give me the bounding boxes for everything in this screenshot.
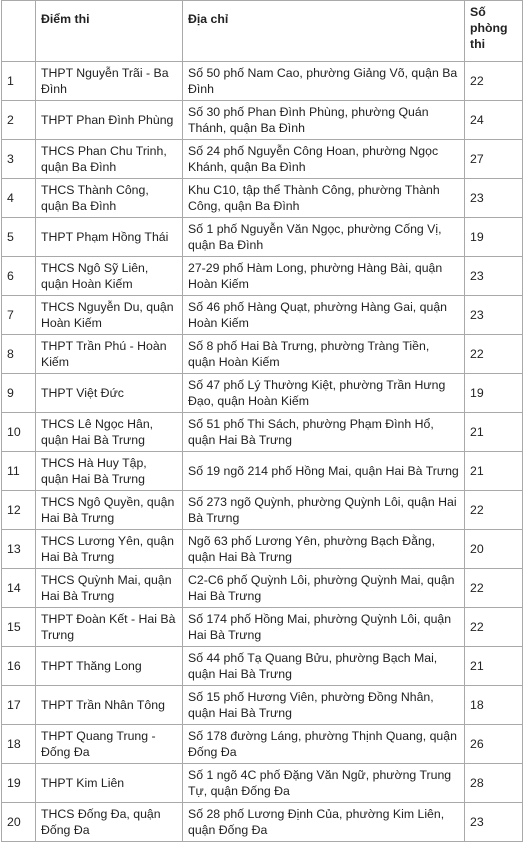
row-number: 7 <box>2 296 36 335</box>
row-number: 18 <box>2 725 36 764</box>
row-address: Số 1 ngõ 4C phố Đặng Văn Ngữ, phường Trung Tự, quận Đống Đa <box>183 764 465 803</box>
row-venue: THPT Đoàn Kết - Hai Bà Trưng <box>36 608 183 647</box>
table-row <box>2 452 523 491</box>
table-row <box>2 218 523 257</box>
row-rooms: 22 <box>465 569 523 608</box>
row-number: 6 <box>2 257 36 296</box>
row-rooms: 21 <box>465 647 523 686</box>
table-row <box>2 569 523 608</box>
row-venue: THCS Ngô Sỹ Liên, quận Hoàn Kiếm <box>36 257 183 296</box>
row-venue: THCS Thành Công, quận Ba Đình <box>36 179 183 218</box>
table-row <box>2 530 523 569</box>
row-number: 14 <box>2 569 36 608</box>
row-venue: THCS Lê Ngọc Hân, quận Hai Bà Trưng <box>36 413 183 452</box>
row-rooms: 18 <box>465 686 523 725</box>
row-venue: THPT Trần Nhân Tông <box>36 686 183 725</box>
table-body <box>2 62 523 842</box>
exam-venue-table <box>1 0 523 842</box>
table-row <box>2 140 523 179</box>
row-venue: THPT Quang Trung - Đống Đa <box>36 725 183 764</box>
row-address: Số 19 ngõ 214 phố Hồng Mai, quận Hai Bà Trưng <box>183 452 465 491</box>
table-row <box>2 725 523 764</box>
row-address: Số 44 phố Tạ Quang Bửu, phường Bạch Mai, quận Hai Bà Trưng <box>183 647 465 686</box>
row-address: Số 50 phố Nam Cao, phường Giảng Võ, quận Ba Đình <box>183 62 465 101</box>
row-number: 8 <box>2 335 36 374</box>
row-venue: THCS Quỳnh Mai, quận Hai Bà Trưng <box>36 569 183 608</box>
header-venue: Điểm thi <box>36 1 183 62</box>
row-number: 19 <box>2 764 36 803</box>
row-number: 15 <box>2 608 36 647</box>
row-rooms: 23 <box>465 803 523 842</box>
table-row <box>2 179 523 218</box>
row-address: Số 1 phố Nguyễn Văn Ngọc, phường Cống Vị, quận Ba Đình <box>183 218 465 257</box>
table-header-row <box>2 1 523 62</box>
table-row <box>2 803 523 842</box>
row-venue: THCS Phan Chu Trinh, quận Ba Đình <box>36 140 183 179</box>
row-rooms: 28 <box>465 764 523 803</box>
row-venue: THCS Đống Đa, quận Đống Đa <box>36 803 183 842</box>
row-rooms: 22 <box>465 62 523 101</box>
row-address: Số 24 phố Nguyễn Công Hoan, phường Ngọc Khánh, quận Ba Đình <box>183 140 465 179</box>
table-row <box>2 608 523 647</box>
table-row <box>2 764 523 803</box>
row-address: C2-C6 phố Quỳnh Lôi, phường Quỳnh Mai, quận Hai Bà Trưng <box>183 569 465 608</box>
row-rooms: 19 <box>465 374 523 413</box>
row-rooms: 24 <box>465 101 523 140</box>
row-venue: THPT Trần Phú - Hoàn Kiếm <box>36 335 183 374</box>
row-rooms: 22 <box>465 335 523 374</box>
row-rooms: 22 <box>465 608 523 647</box>
header-index <box>2 1 36 62</box>
row-address: Số 273 ngõ Quỳnh, phường Quỳnh Lôi, quận Hai Bà Trưng <box>183 491 465 530</box>
row-address: Số 47 phố Lý Thường Kiệt, phường Trần Hưng Đạo, quận Hoàn Kiếm <box>183 374 465 413</box>
row-number: 17 <box>2 686 36 725</box>
row-number: 2 <box>2 101 36 140</box>
row-address: Số 30 phố Phan Đình Phùng, phường Quán Thánh, quận Ba Đình <box>183 101 465 140</box>
row-address: Số 178 đường Láng, phường Thịnh Quang, quận Đống Đa <box>183 725 465 764</box>
table-row <box>2 686 523 725</box>
row-rooms: 19 <box>465 218 523 257</box>
row-address: Số 51 phố Thi Sách, phường Phạm Đình Hổ, quận Hai Bà Trưng <box>183 413 465 452</box>
row-number: 4 <box>2 179 36 218</box>
row-venue: THPT Phạm Hồng Thái <box>36 218 183 257</box>
header-rooms: Số phòng thi <box>465 1 523 62</box>
row-rooms: 20 <box>465 530 523 569</box>
row-rooms: 23 <box>465 179 523 218</box>
row-rooms: 23 <box>465 296 523 335</box>
row-address: Số 28 phố Lương Định Của, phường Kim Liên, quận Đống Đa <box>183 803 465 842</box>
row-number: 11 <box>2 452 36 491</box>
row-venue: THPT Việt Đức <box>36 374 183 413</box>
row-number: 16 <box>2 647 36 686</box>
table-row <box>2 101 523 140</box>
table-row <box>2 413 523 452</box>
row-address: Khu C10, tập thể Thành Công, phường Thành Công, quận Ba Đình <box>183 179 465 218</box>
row-number: 3 <box>2 140 36 179</box>
row-address: 27-29 phố Hàm Long, phường Hàng Bài, quận Hoàn Kiếm <box>183 257 465 296</box>
row-number: 13 <box>2 530 36 569</box>
table-row <box>2 62 523 101</box>
row-address: Số 8 phố Hai Bà Trưng, phường Tràng Tiền, quận Hoàn Kiếm <box>183 335 465 374</box>
row-rooms: 27 <box>465 140 523 179</box>
row-address: Số 15 phố Hương Viên, phường Đồng Nhân, quận Hai Bà Trưng <box>183 686 465 725</box>
row-venue: THCS Lương Yên, quận Hai Bà Trưng <box>36 530 183 569</box>
row-number: 1 <box>2 62 36 101</box>
row-venue: THPT Kim Liên <box>36 764 183 803</box>
row-venue: THCS Nguyễn Du, quận Hoàn Kiếm <box>36 296 183 335</box>
row-number: 10 <box>2 413 36 452</box>
table-row <box>2 374 523 413</box>
row-venue: THCS Hà Huy Tập, quận Hai Bà Trưng <box>36 452 183 491</box>
row-rooms: 21 <box>465 413 523 452</box>
table-row <box>2 335 523 374</box>
row-number: 20 <box>2 803 36 842</box>
row-address: Số 174 phố Hồng Mai, phường Quỳnh Lôi, quận Hai Bà Trưng <box>183 608 465 647</box>
row-rooms: 21 <box>465 452 523 491</box>
row-rooms: 26 <box>465 725 523 764</box>
table-row <box>2 647 523 686</box>
table-row <box>2 491 523 530</box>
header-address: Địa chỉ <box>183 1 465 62</box>
row-number: 5 <box>2 218 36 257</box>
row-rooms: 22 <box>465 491 523 530</box>
row-number: 9 <box>2 374 36 413</box>
row-rooms: 23 <box>465 257 523 296</box>
table-row <box>2 257 523 296</box>
table-row <box>2 296 523 335</box>
row-venue: THPT Phan Đình Phùng <box>36 101 183 140</box>
row-address: Số 46 phố Hàng Quạt, phường Hàng Gai, quận Hoàn Kiếm <box>183 296 465 335</box>
row-number: 12 <box>2 491 36 530</box>
row-venue: THPT Thăng Long <box>36 647 183 686</box>
row-venue: THPT Nguyễn Trãi - Ba Đình <box>36 62 183 101</box>
row-address: Ngõ 63 phố Lương Yên, phường Bạch Đằng, quận Hai Bà Trưng <box>183 530 465 569</box>
row-venue: THCS Ngô Quyền, quận Hai Bà Trưng <box>36 491 183 530</box>
